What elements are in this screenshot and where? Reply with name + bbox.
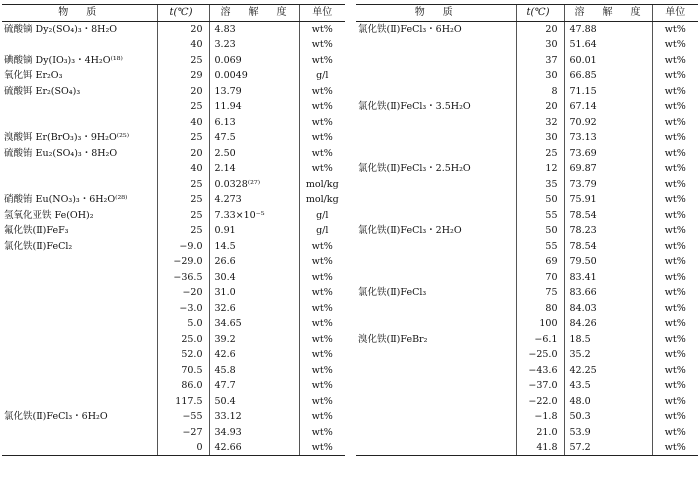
unit-cell: wt%: [299, 347, 345, 363]
substance-cell: [356, 363, 516, 379]
unit-cell: wt%: [652, 37, 698, 53]
substance-cell: [356, 37, 516, 53]
unit-cell: wt%: [652, 130, 698, 146]
unit-cell: wt%: [299, 161, 345, 177]
table-row: [356, 99, 698, 115]
solubility-cell: 34.65: [209, 316, 299, 332]
table-row: [356, 440, 698, 456]
temperature-cell: −37.0: [516, 378, 564, 394]
substance-cell: 氯化铁(Ⅱ)FeCl₃・2H₂O: [358, 225, 462, 236]
table-row: [2, 301, 345, 317]
solubility-cell: 78.54: [564, 239, 652, 255]
solubility-cell: 73.13: [564, 130, 652, 146]
solubility-cell: 34.93: [209, 425, 299, 441]
unit-cell: wt%: [652, 425, 698, 441]
table-row: [356, 192, 698, 208]
unit-cell: wt%: [652, 99, 698, 115]
substance-cell: [2, 99, 157, 115]
table-row: [2, 223, 345, 239]
solubility-cell: 13.79: [209, 84, 299, 100]
solubility-cell: 2.14: [209, 161, 299, 177]
table-row: [2, 394, 345, 410]
table-row: [356, 68, 698, 84]
unit-cell: wt%: [652, 84, 698, 100]
solubility-cell: 53.9: [564, 425, 652, 441]
header-substance: 物 质: [356, 5, 516, 22]
table-row: [356, 208, 698, 224]
solubility-cell: 45.8: [209, 363, 299, 379]
substance-cell: 氯化铁(Ⅱ)FeCl₃・6H₂O: [4, 411, 108, 422]
temperature-cell: 37: [516, 53, 564, 69]
solubility-cell: 33.12: [209, 409, 299, 425]
solubility-cell: 78.23: [564, 223, 652, 239]
temperature-cell: 80: [516, 301, 564, 317]
substance-cell: [356, 270, 516, 286]
substance-cell: [356, 301, 516, 317]
table-row: [2, 130, 345, 146]
table-row: [356, 301, 698, 317]
unit-cell: wt%: [652, 223, 698, 239]
unit-cell: wt%: [299, 239, 345, 255]
table-row: [356, 177, 698, 193]
solubility-cell: 48.0: [564, 394, 652, 410]
substance-cell: [2, 115, 157, 131]
substance-cell: [2, 161, 157, 177]
unit-cell: wt%: [299, 332, 345, 348]
solubility-cell: 30.4: [209, 270, 299, 286]
table-header-row: [356, 5, 698, 22]
temperature-cell: 0: [157, 440, 209, 456]
table-row: [2, 254, 345, 270]
substance-cell: [356, 347, 516, 363]
unit-cell: wt%: [299, 37, 345, 53]
table-row: [2, 177, 345, 193]
temperature-cell: 100: [516, 316, 564, 332]
temperature-cell: −27: [157, 425, 209, 441]
solubility-cell: 70.92: [564, 115, 652, 131]
temperature-cell: 20: [157, 84, 209, 100]
substance-cell: 硫酸铒 Er₂(SO₄)₃: [4, 85, 81, 97]
temperature-cell: 117.5: [157, 394, 209, 410]
solubility-cell: 60.01: [564, 53, 652, 69]
solubility-cell: 18.5: [564, 332, 652, 348]
table-row: [356, 378, 698, 394]
table-row: [2, 378, 345, 394]
substance-cell: [356, 378, 516, 394]
unit-cell: wt%: [652, 270, 698, 286]
unit-cell: wt%: [652, 316, 698, 332]
table-row: [356, 22, 698, 38]
unit-cell: mol/kg: [299, 177, 345, 193]
substance-cell: [356, 130, 516, 146]
substance-cell: 氟化铁(Ⅱ)FeF₃: [4, 225, 69, 236]
temperature-cell: 55: [516, 208, 564, 224]
substance-cell: [356, 192, 516, 208]
solubility-cell: 79.50: [564, 254, 652, 270]
solubility-cell: 47.7: [209, 378, 299, 394]
substance-cell: [356, 208, 516, 224]
table-row: [2, 440, 345, 456]
temperature-cell: 40: [157, 161, 209, 177]
table-row: [2, 146, 345, 162]
temperature-cell: 20: [157, 22, 209, 38]
substance-cell: 氧化铒 Er₂O₃: [4, 70, 63, 81]
unit-cell: wt%: [299, 394, 345, 410]
substance-cell: [356, 84, 516, 100]
solubility-cell: 0.069: [209, 53, 299, 69]
unit-cell: wt%: [652, 115, 698, 131]
table-row: [356, 254, 698, 270]
substance-cell: 氯化铁(Ⅱ)FeCl₃・3.5H₂O: [358, 101, 471, 112]
substance-cell: [356, 254, 516, 270]
substance-cell: [2, 270, 157, 286]
solubility-cell: 47.5: [209, 130, 299, 146]
table-row: [2, 285, 345, 301]
substance-cell: 溴酸铒 Er(BrO₃)₃・9H₂O⁽²⁵⁾: [4, 132, 130, 143]
solubility-cell: 7.33×10⁻⁵: [209, 208, 299, 224]
substance-cell: [2, 316, 157, 332]
unit-cell: wt%: [299, 146, 345, 162]
substance-cell: 碘酸镝 Dy(IO₃)₃・4H₂O⁽¹⁸⁾: [4, 54, 123, 66]
unit-cell: wt%: [299, 316, 345, 332]
table-row: [356, 394, 698, 410]
table-row: [2, 239, 345, 255]
substance-cell: [356, 177, 516, 193]
table-row: [356, 409, 698, 425]
table-row: [2, 22, 345, 38]
solubility-cell: 35.2: [564, 347, 652, 363]
solubility-table-right: [356, 4, 698, 456]
unit-cell: wt%: [652, 161, 698, 177]
temperature-cell: 70: [516, 270, 564, 286]
table-row: [356, 270, 698, 286]
solubility-cell: 4.273: [209, 192, 299, 208]
solubility-cell: 4.83: [209, 22, 299, 38]
temperature-cell: 12: [516, 161, 564, 177]
temperature-cell: 86.0: [157, 378, 209, 394]
solubility-cell: 84.26: [564, 316, 652, 332]
substance-cell: [2, 285, 157, 301]
solubility-cell: 50.3: [564, 409, 652, 425]
temperature-cell: −29.0: [157, 254, 209, 270]
temperature-cell: 8: [516, 84, 564, 100]
temperature-cell: 35: [516, 177, 564, 193]
table-row: [356, 37, 698, 53]
solubility-cell: 11.94: [209, 99, 299, 115]
temperature-cell: 70.5: [157, 363, 209, 379]
table-row: [2, 53, 345, 69]
substance-cell: [2, 37, 157, 53]
substance-cell: [2, 177, 157, 193]
unit-cell: wt%: [299, 378, 345, 394]
unit-cell: wt%: [299, 53, 345, 69]
table-row: [356, 347, 698, 363]
substance-cell: 硫酸镝 Dy₂(SO₄)₃・8H₂O: [4, 23, 118, 35]
solubility-cell: 83.41: [564, 270, 652, 286]
table-header-row: [2, 5, 345, 22]
table-row: [2, 68, 345, 84]
temperature-cell: 25: [157, 177, 209, 193]
temperature-cell: 25: [157, 192, 209, 208]
unit-cell: wt%: [652, 53, 698, 69]
temperature-cell: 41.8: [516, 440, 564, 456]
temperature-cell: 25: [157, 130, 209, 146]
unit-cell: wt%: [652, 394, 698, 410]
temperature-cell: 20: [157, 146, 209, 162]
table-row: [356, 332, 698, 348]
unit-cell: wt%: [299, 22, 345, 38]
temperature-cell: 69: [516, 254, 564, 270]
substance-cell: [2, 332, 157, 348]
unit-cell: wt%: [299, 115, 345, 131]
table-row: [356, 130, 698, 146]
substance-cell: [356, 409, 516, 425]
unit-cell: wt%: [652, 347, 698, 363]
solubility-cell: 0.0049: [209, 68, 299, 84]
table-row: [356, 363, 698, 379]
temperature-cell: 5.0: [157, 316, 209, 332]
table-row: [356, 316, 698, 332]
table-row: [2, 161, 345, 177]
header-substance: 物 质: [2, 5, 157, 22]
table-row: [2, 37, 345, 53]
solubility-cell: 39.2: [209, 332, 299, 348]
table-row: [356, 146, 698, 162]
temperature-cell: 55: [516, 239, 564, 255]
table-row: [2, 347, 345, 363]
table-row: [356, 53, 698, 69]
solubility-cell: 0.91: [209, 223, 299, 239]
temperature-cell: −3.0: [157, 301, 209, 317]
unit-cell: g/l: [299, 208, 345, 224]
unit-cell: wt%: [652, 409, 698, 425]
solubility-cell: 78.54: [564, 208, 652, 224]
solubility-cell: 42.66: [209, 440, 299, 456]
solubility-cell: 50.4: [209, 394, 299, 410]
solubility-cell: 83.66: [564, 285, 652, 301]
table-row: [2, 192, 345, 208]
substance-cell: [2, 425, 157, 441]
unit-cell: wt%: [652, 146, 698, 162]
unit-cell: wt%: [652, 363, 698, 379]
solubility-cell: 67.14: [564, 99, 652, 115]
temperature-cell: 25: [157, 53, 209, 69]
solubility-cell: 2.50: [209, 146, 299, 162]
table-row: [2, 115, 345, 131]
table-row: [2, 99, 345, 115]
temperature-cell: −43.6: [516, 363, 564, 379]
temperature-cell: −55: [157, 409, 209, 425]
temperature-cell: 52.0: [157, 347, 209, 363]
solubility-cell: 73.69: [564, 146, 652, 162]
temperature-cell: −20: [157, 285, 209, 301]
table-row: [356, 223, 698, 239]
substance-cell: 氯化铁(Ⅱ)FeCl₂: [4, 240, 73, 252]
table-row: [356, 425, 698, 441]
substance-cell: [2, 254, 157, 270]
unit-cell: wt%: [299, 84, 345, 100]
substance-cell: 氯化铁(Ⅱ)FeCl₃: [358, 287, 427, 298]
temperature-cell: 20: [516, 99, 564, 115]
table-row: [2, 208, 345, 224]
unit-cell: wt%: [299, 301, 345, 317]
solubility-cell: 71.15: [564, 84, 652, 100]
unit-cell: wt%: [652, 285, 698, 301]
unit-cell: wt%: [652, 440, 698, 456]
temperature-cell: 21.0: [516, 425, 564, 441]
unit-cell: wt%: [652, 68, 698, 84]
table-row: [2, 332, 345, 348]
unit-cell: wt%: [652, 239, 698, 255]
substance-cell: 硫酸铕 Eu₂(SO₄)₃・8H₂O: [4, 147, 118, 159]
temperature-cell: −1.8: [516, 409, 564, 425]
header-solubility: 溶 解 度: [564, 5, 652, 22]
substance-cell: [356, 68, 516, 84]
table-row: [2, 316, 345, 332]
substance-cell: [356, 146, 516, 162]
solubility-cell: 32.6: [209, 301, 299, 317]
table-row: [2, 84, 345, 100]
temperature-cell: 30: [516, 130, 564, 146]
unit-cell: wt%: [652, 192, 698, 208]
temperature-cell: 40: [157, 115, 209, 131]
substance-cell: [356, 425, 516, 441]
substance-cell: 氯化铁(Ⅱ)FeCl₃・2.5H₂O: [358, 163, 471, 174]
header-temperature: t(℃): [157, 5, 209, 22]
header-temperature: t(℃): [516, 5, 564, 22]
substance-cell: [356, 440, 516, 456]
solubility-cell: 84.03: [564, 301, 652, 317]
unit-cell: wt%: [652, 332, 698, 348]
table-row: [2, 425, 345, 441]
unit-cell: wt%: [299, 425, 345, 441]
unit-cell: wt%: [652, 254, 698, 270]
table-row: [356, 161, 698, 177]
solubility-cell: 51.64: [564, 37, 652, 53]
solubility-cell: 47.88: [564, 22, 652, 38]
temperature-cell: 25.0: [157, 332, 209, 348]
solubility-cell: 69.87: [564, 161, 652, 177]
table-row: [356, 285, 698, 301]
temperature-cell: 40: [157, 37, 209, 53]
temperature-cell: 32: [516, 115, 564, 131]
table-row: [2, 270, 345, 286]
unit-cell: wt%: [652, 22, 698, 38]
temperature-cell: 75: [516, 285, 564, 301]
substance-cell: 氢氧化亚铁 Fe(OH)₂: [4, 209, 94, 221]
table-row: [356, 84, 698, 100]
unit-cell: wt%: [299, 363, 345, 379]
temperature-cell: 50: [516, 223, 564, 239]
unit-cell: wt%: [299, 270, 345, 286]
substance-cell: [2, 378, 157, 394]
solubility-cell: 31.0: [209, 285, 299, 301]
temperature-cell: −36.5: [157, 270, 209, 286]
substance-cell: 氯化铁(Ⅱ)FeCl₃・6H₂O: [358, 23, 462, 35]
table-row: [2, 409, 345, 425]
solubility-cell: 0.0328⁽²⁷⁾: [209, 177, 299, 193]
temperature-cell: 30: [516, 37, 564, 53]
temperature-cell: 20: [516, 22, 564, 38]
solubility-cell: 42.6: [209, 347, 299, 363]
solubility-cell: 26.6: [209, 254, 299, 270]
unit-cell: wt%: [652, 301, 698, 317]
temperature-cell: −25.0: [516, 347, 564, 363]
temperature-cell: 29: [157, 68, 209, 84]
temperature-cell: 50: [516, 192, 564, 208]
substance-cell: [356, 394, 516, 410]
unit-cell: wt%: [652, 208, 698, 224]
substance-cell: [2, 347, 157, 363]
temperature-cell: 25: [157, 99, 209, 115]
substance-cell: [2, 301, 157, 317]
substance-cell: 硝酸铕 Eu(NO₃)₃・6H₂O⁽²⁸⁾: [4, 194, 128, 205]
substance-cell: [2, 440, 157, 456]
table-row: [356, 115, 698, 131]
unit-cell: g/l: [299, 223, 345, 239]
unit-cell: wt%: [299, 254, 345, 270]
unit-cell: wt%: [652, 177, 698, 193]
solubility-cell: 73.79: [564, 177, 652, 193]
substance-cell: [356, 239, 516, 255]
header-unit: 单位: [299, 5, 345, 22]
unit-cell: wt%: [299, 130, 345, 146]
unit-cell: mol/kg: [299, 192, 345, 208]
solubility-cell: 43.5: [564, 378, 652, 394]
unit-cell: wt%: [299, 99, 345, 115]
solubility-cell: 42.25: [564, 363, 652, 379]
substance-cell: [356, 316, 516, 332]
unit-cell: wt%: [652, 378, 698, 394]
solubility-cell: 6.13: [209, 115, 299, 131]
solubility-cell: 75.91: [564, 192, 652, 208]
solubility-cell: 14.5: [209, 239, 299, 255]
solubility-cell: 3.23: [209, 37, 299, 53]
table-row: [356, 239, 698, 255]
substance-cell: [356, 53, 516, 69]
temperature-cell: 25: [157, 223, 209, 239]
temperature-cell: −22.0: [516, 394, 564, 410]
header-unit: 单位: [652, 5, 698, 22]
unit-cell: g/l: [299, 68, 345, 84]
substance-cell: [356, 115, 516, 131]
temperature-cell: −9.0: [157, 239, 209, 255]
solubility-cell: 66.85: [564, 68, 652, 84]
unit-cell: wt%: [299, 440, 345, 456]
substance-cell: 溴化铁(Ⅱ)FeBr₂: [358, 333, 428, 345]
temperature-cell: 25: [157, 208, 209, 224]
solubility-table-left: [2, 4, 345, 456]
temperature-cell: 25: [516, 146, 564, 162]
table-row: [2, 363, 345, 379]
substance-cell: [2, 363, 157, 379]
solubility-cell: 57.2: [564, 440, 652, 456]
temperature-cell: 30: [516, 68, 564, 84]
unit-cell: wt%: [299, 409, 345, 425]
header-solubility: 溶 解 度: [209, 5, 299, 22]
unit-cell: wt%: [299, 285, 345, 301]
substance-cell: [2, 394, 157, 410]
temperature-cell: −6.1: [516, 332, 564, 348]
